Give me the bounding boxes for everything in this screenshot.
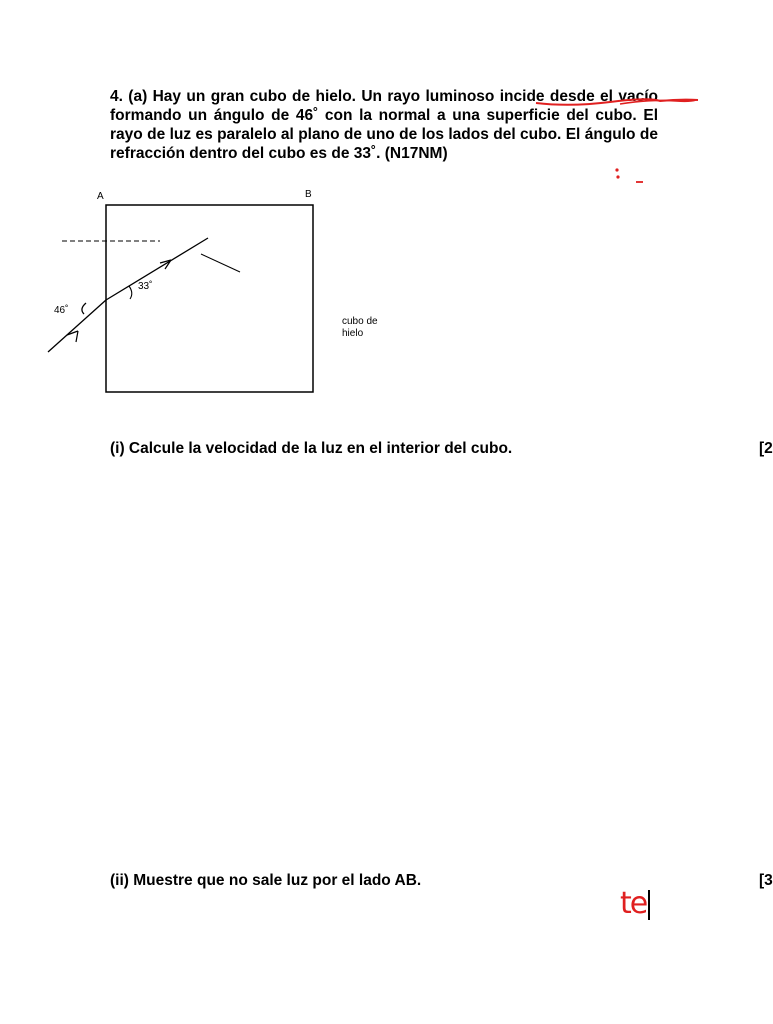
text-cursor [648,890,650,920]
reflected-ray [201,254,240,272]
refraction-diagram [0,180,420,410]
ice-cube-outline [106,205,313,392]
refraction-angle-label: 33˚ [138,281,153,292]
question-intro: 4. (a) Hay un gran cubo de hielo. Un rayo luminoso incide desde el vacío formando un ángulo de 46˚ con la normal a una superficie del cubo. El rayo de luz es paralelo al plano de uno de los lados del cubo. El ángulo de refracción dentro del cubo es de 33˚. (N17NM) [110,88,658,162]
question-part-ii: (ii) Muestre que no sale luz por el lado AB. [110,872,422,889]
incidence-angle-arc [82,303,86,314]
question-part-i: (i) Calcule la velocidad de la luz en el interior del cubo. [110,440,513,457]
cube-label-line2: hielo [342,328,364,339]
red-dot-1 [615,168,618,171]
corner-label-a: A [97,191,104,202]
incidence-angle-label: 46˚ [54,305,69,316]
refraction-angle-arc [129,286,132,299]
handwritten-text: te [620,886,647,921]
marks-part-i: [2 [759,440,773,457]
cube-label-line1: cubo de [342,316,378,327]
marks-part-ii: [3 [759,872,773,889]
red-dot-2 [616,175,619,178]
corner-label-b: B [305,189,312,200]
refracted-ray [106,238,208,300]
